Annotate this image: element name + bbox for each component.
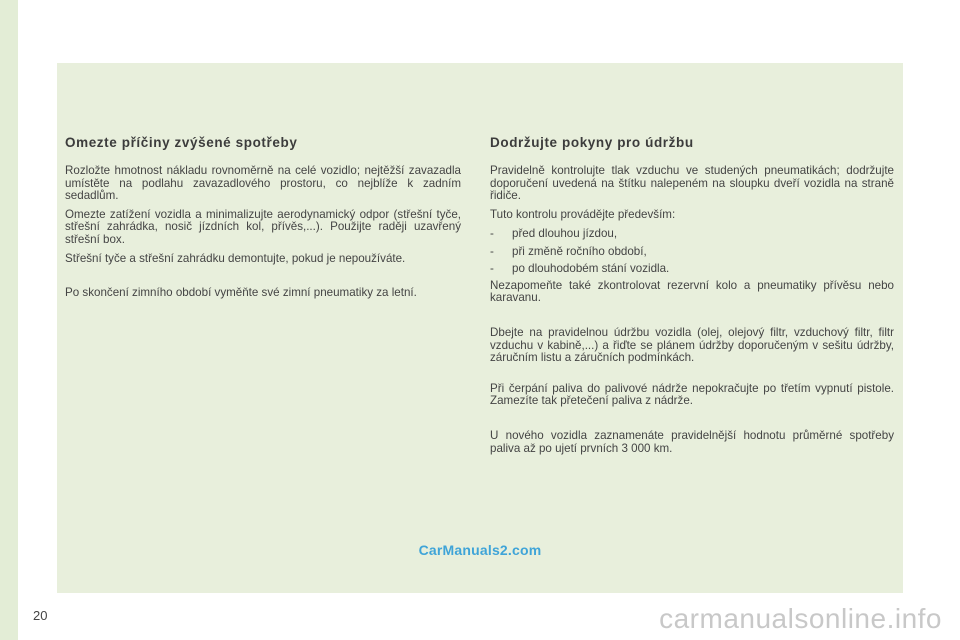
- list-item: - při změně ročního období,: [490, 244, 647, 258]
- paragraph-roof-bars: Střešní tyče a střešní zahrádku demontujte, pokud je nepoužíváte.: [65, 251, 406, 265]
- check-list: [490, 227, 894, 276]
- section-heading: Dodržujte pokyny pro údržbu: [490, 135, 694, 150]
- paragraph-winter-tyres: Po skončení zimního období vyměňte své zimní pneumatiky za letní.: [65, 286, 417, 300]
- list-item: - před dlouhou jízdou,: [490, 227, 618, 241]
- list-item: - po dlouhodobém stání vozidla.: [490, 262, 670, 276]
- fuel-consumption-section: [65, 135, 461, 306]
- dash-bullet: -: [490, 262, 494, 276]
- footer-watermark: carmanualsonline.info: [659, 603, 942, 634]
- paragraph-service: Dbejte na pravidelnou údržbu vozidla (olej, olejový filtr, vzduchový filtr, filtr vzduchu v kabině,...) a řiďte se plánem údržby doporučeným v sešitu údržby, záručním listu a záručních podmínkách.: [490, 326, 894, 365]
- paragraph-tyre-pressure: Pravidelně kontrolujte tlak vzduchu ve studených pneumatikách; dodržujte doporučení uvedená na štítku nalepeném na sloupku dveří vozidla na straně řidiče.: [490, 164, 894, 203]
- paragraph-refuelling: Při čerpání paliva do palivové nádrže nepokračujte po třetím vypnutí pistole. Zamezíte tak přetečení paliva z nádrže.: [490, 381, 894, 408]
- paragraph-spare-wheel: Nezapomeňte také zkontrolovat rezervní kolo a pneumatiky přívěsu nebo karavanu.: [490, 278, 894, 305]
- site-watermark[interactable]: CarManuals2.com: [418, 542, 542, 558]
- paragraph-check-lead: Tuto kontrolu provádějte především:: [490, 207, 676, 221]
- dash-bullet: -: [490, 227, 494, 241]
- paragraph-new-vehicle: U nového vozidla zaznamenáte pravidelnější hodnotu průměrné spotřeby paliva až po ujetí prvních 3 000 km.: [490, 429, 894, 455]
- paragraph-aerodynamics: Omezte zatížení vozidla a minimalizujte aerodynamický odpor (střešní tyče, střešní zahrádka, nosič jízdních kol, přívěs,...). Použijte raději uzavřený střešní box.: [65, 207, 461, 246]
- maintenance-section: [490, 135, 894, 461]
- section-heading: Omezte příčiny zvýšené spotřeby: [65, 135, 298, 150]
- page-number: 20: [33, 608, 48, 623]
- dash-bullet: -: [490, 244, 494, 258]
- paragraph-load-distribution: Rozložte hmotnost nákladu rovnoměrně na celé vozidlo; nejtěžší zavazadla umístěte na podlahu zavazadlového prostoru, co nejblíže k zadním sedadlům.: [65, 164, 461, 203]
